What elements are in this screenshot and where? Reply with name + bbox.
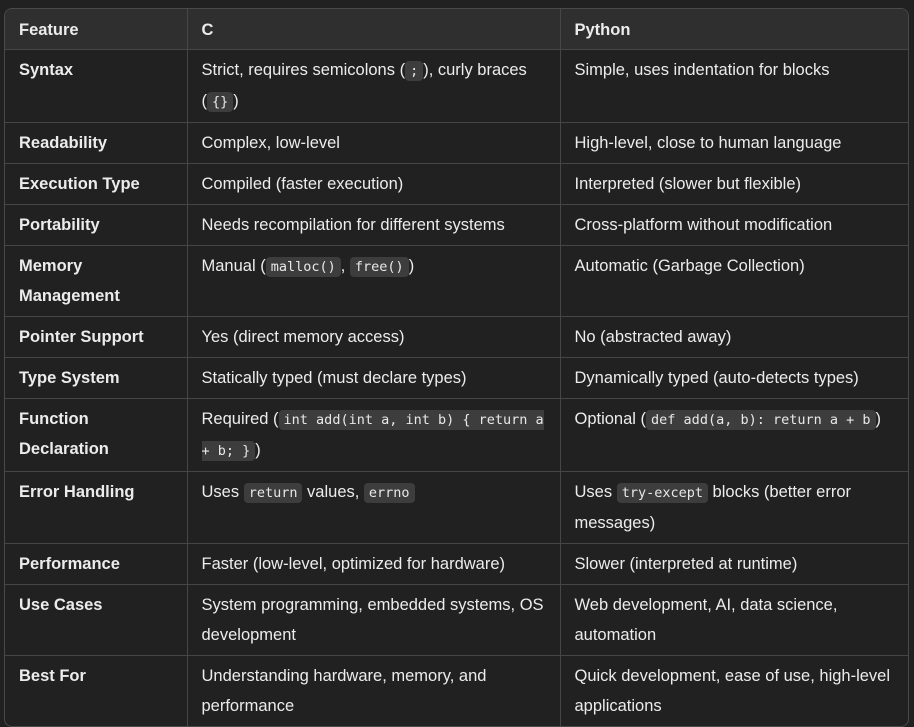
table-body: [5, 50, 908, 727]
inline-code: return: [244, 483, 303, 503]
header-python: Python: [560, 9, 908, 50]
table-row: [5, 246, 908, 317]
c-cell: [187, 317, 560, 358]
table-row: [5, 544, 908, 585]
cell-text: Compiled (faster execution): [201, 175, 404, 193]
python-cell: [560, 123, 908, 164]
header-c: C: [187, 9, 560, 50]
c-cell: [187, 50, 560, 123]
cell-text: No (abstracted away): [574, 328, 732, 346]
inline-code: malloc(): [266, 257, 341, 277]
comparison-table-container: [4, 8, 909, 727]
python-cell: [560, 50, 908, 123]
python-cell: [560, 205, 908, 246]
feature-cell: Best For: [5, 656, 187, 727]
cell-text: Web development, AI, data science, automation: [574, 596, 838, 644]
cell-text: Understanding hardware, memory, and performance: [201, 667, 487, 715]
table-row: [5, 399, 908, 472]
cell-text: Slower (interpreted at runtime): [574, 555, 798, 573]
cell-text: Quick development, ease of use, high-level applications: [574, 667, 891, 715]
cell-text: High-level, close to human language: [574, 134, 842, 152]
feature-cell: Use Cases: [5, 585, 187, 656]
table-row: [5, 585, 908, 656]
cell-text: Uses: [574, 483, 617, 501]
c-cell: [187, 399, 560, 472]
python-cell: [560, 246, 908, 317]
inline-code: {}: [207, 92, 233, 112]
table-row: [5, 472, 908, 544]
feature-cell: Execution Type: [5, 164, 187, 205]
feature-cell: Readability: [5, 123, 187, 164]
cell-text: Dynamically typed (auto-detects types): [574, 369, 859, 387]
c-cell: [187, 246, 560, 317]
cell-text: ,: [340, 257, 350, 275]
cell-text: Strict, requires semicolons (: [201, 61, 406, 79]
cell-text: values,: [302, 483, 364, 501]
cell-text: Statically typed (must declare types): [201, 369, 467, 387]
table-row: [5, 164, 908, 205]
c-cell: [187, 585, 560, 656]
inline-code: errno: [364, 483, 415, 503]
header-row: [5, 9, 908, 50]
c-cell: [187, 544, 560, 585]
comparison-table: [5, 9, 908, 726]
c-cell: [187, 358, 560, 399]
table-row: [5, 205, 908, 246]
feature-cell: Portability: [5, 205, 187, 246]
cell-text: Faster (low-level, optimized for hardware): [201, 555, 506, 573]
cell-text: Yes (direct memory access): [201, 328, 405, 346]
cell-text: System programming, embedded systems, OS development: [201, 596, 544, 644]
cell-text: blocks (better error messages): [574, 483, 852, 532]
table-row: [5, 358, 908, 399]
cell-text: Simple, uses indentation for blocks: [574, 61, 830, 79]
python-cell: [560, 399, 908, 472]
table-row: [5, 656, 908, 727]
inline-code: def add(a, b): return a + b: [646, 410, 875, 430]
c-cell: [187, 164, 560, 205]
feature-cell: Memory Management: [5, 246, 187, 317]
python-cell: [560, 317, 908, 358]
python-cell: [560, 656, 908, 727]
cell-text: Uses: [201, 483, 244, 501]
c-cell: [187, 205, 560, 246]
cell-text: ): [233, 92, 239, 110]
python-cell: [560, 358, 908, 399]
c-cell: [187, 123, 560, 164]
inline-code: ;: [405, 61, 423, 81]
header-feature: Feature: [5, 9, 187, 50]
cell-text: Cross-platform without modification: [574, 216, 833, 234]
cell-text: Interpreted (slower but flexible): [574, 175, 802, 193]
feature-cell: Type System: [5, 358, 187, 399]
cell-text: Complex, low-level: [201, 134, 340, 152]
c-cell: [187, 472, 560, 544]
feature-cell: Pointer Support: [5, 317, 187, 358]
inline-code: free(): [350, 257, 409, 277]
cell-text: Optional (: [574, 410, 647, 428]
feature-cell: Syntax: [5, 50, 187, 123]
cell-text: ): [408, 257, 415, 275]
feature-cell: Performance: [5, 544, 187, 585]
cell-text: Manual (: [201, 257, 266, 275]
cell-text: ): [875, 410, 881, 428]
feature-cell: Error Handling: [5, 472, 187, 544]
python-cell: [560, 472, 908, 544]
python-cell: [560, 544, 908, 585]
python-cell: [560, 585, 908, 656]
cell-text: Required (: [201, 410, 279, 428]
feature-cell: Function Declaration: [5, 399, 187, 472]
inline-code: try-except: [617, 483, 708, 503]
cell-text: ), curly braces (: [201, 61, 527, 110]
table-header: [5, 9, 908, 50]
c-cell: [187, 656, 560, 727]
table-row: [5, 50, 908, 123]
table-row: [5, 123, 908, 164]
python-cell: [560, 164, 908, 205]
inline-code: int add(int a, int b) { return a + b; }: [201, 412, 544, 459]
cell-text: ): [255, 441, 261, 459]
cell-text: Automatic (Garbage Collection): [574, 257, 805, 275]
table-row: [5, 317, 908, 358]
cell-text: Needs recompilation for different systems: [201, 216, 505, 234]
